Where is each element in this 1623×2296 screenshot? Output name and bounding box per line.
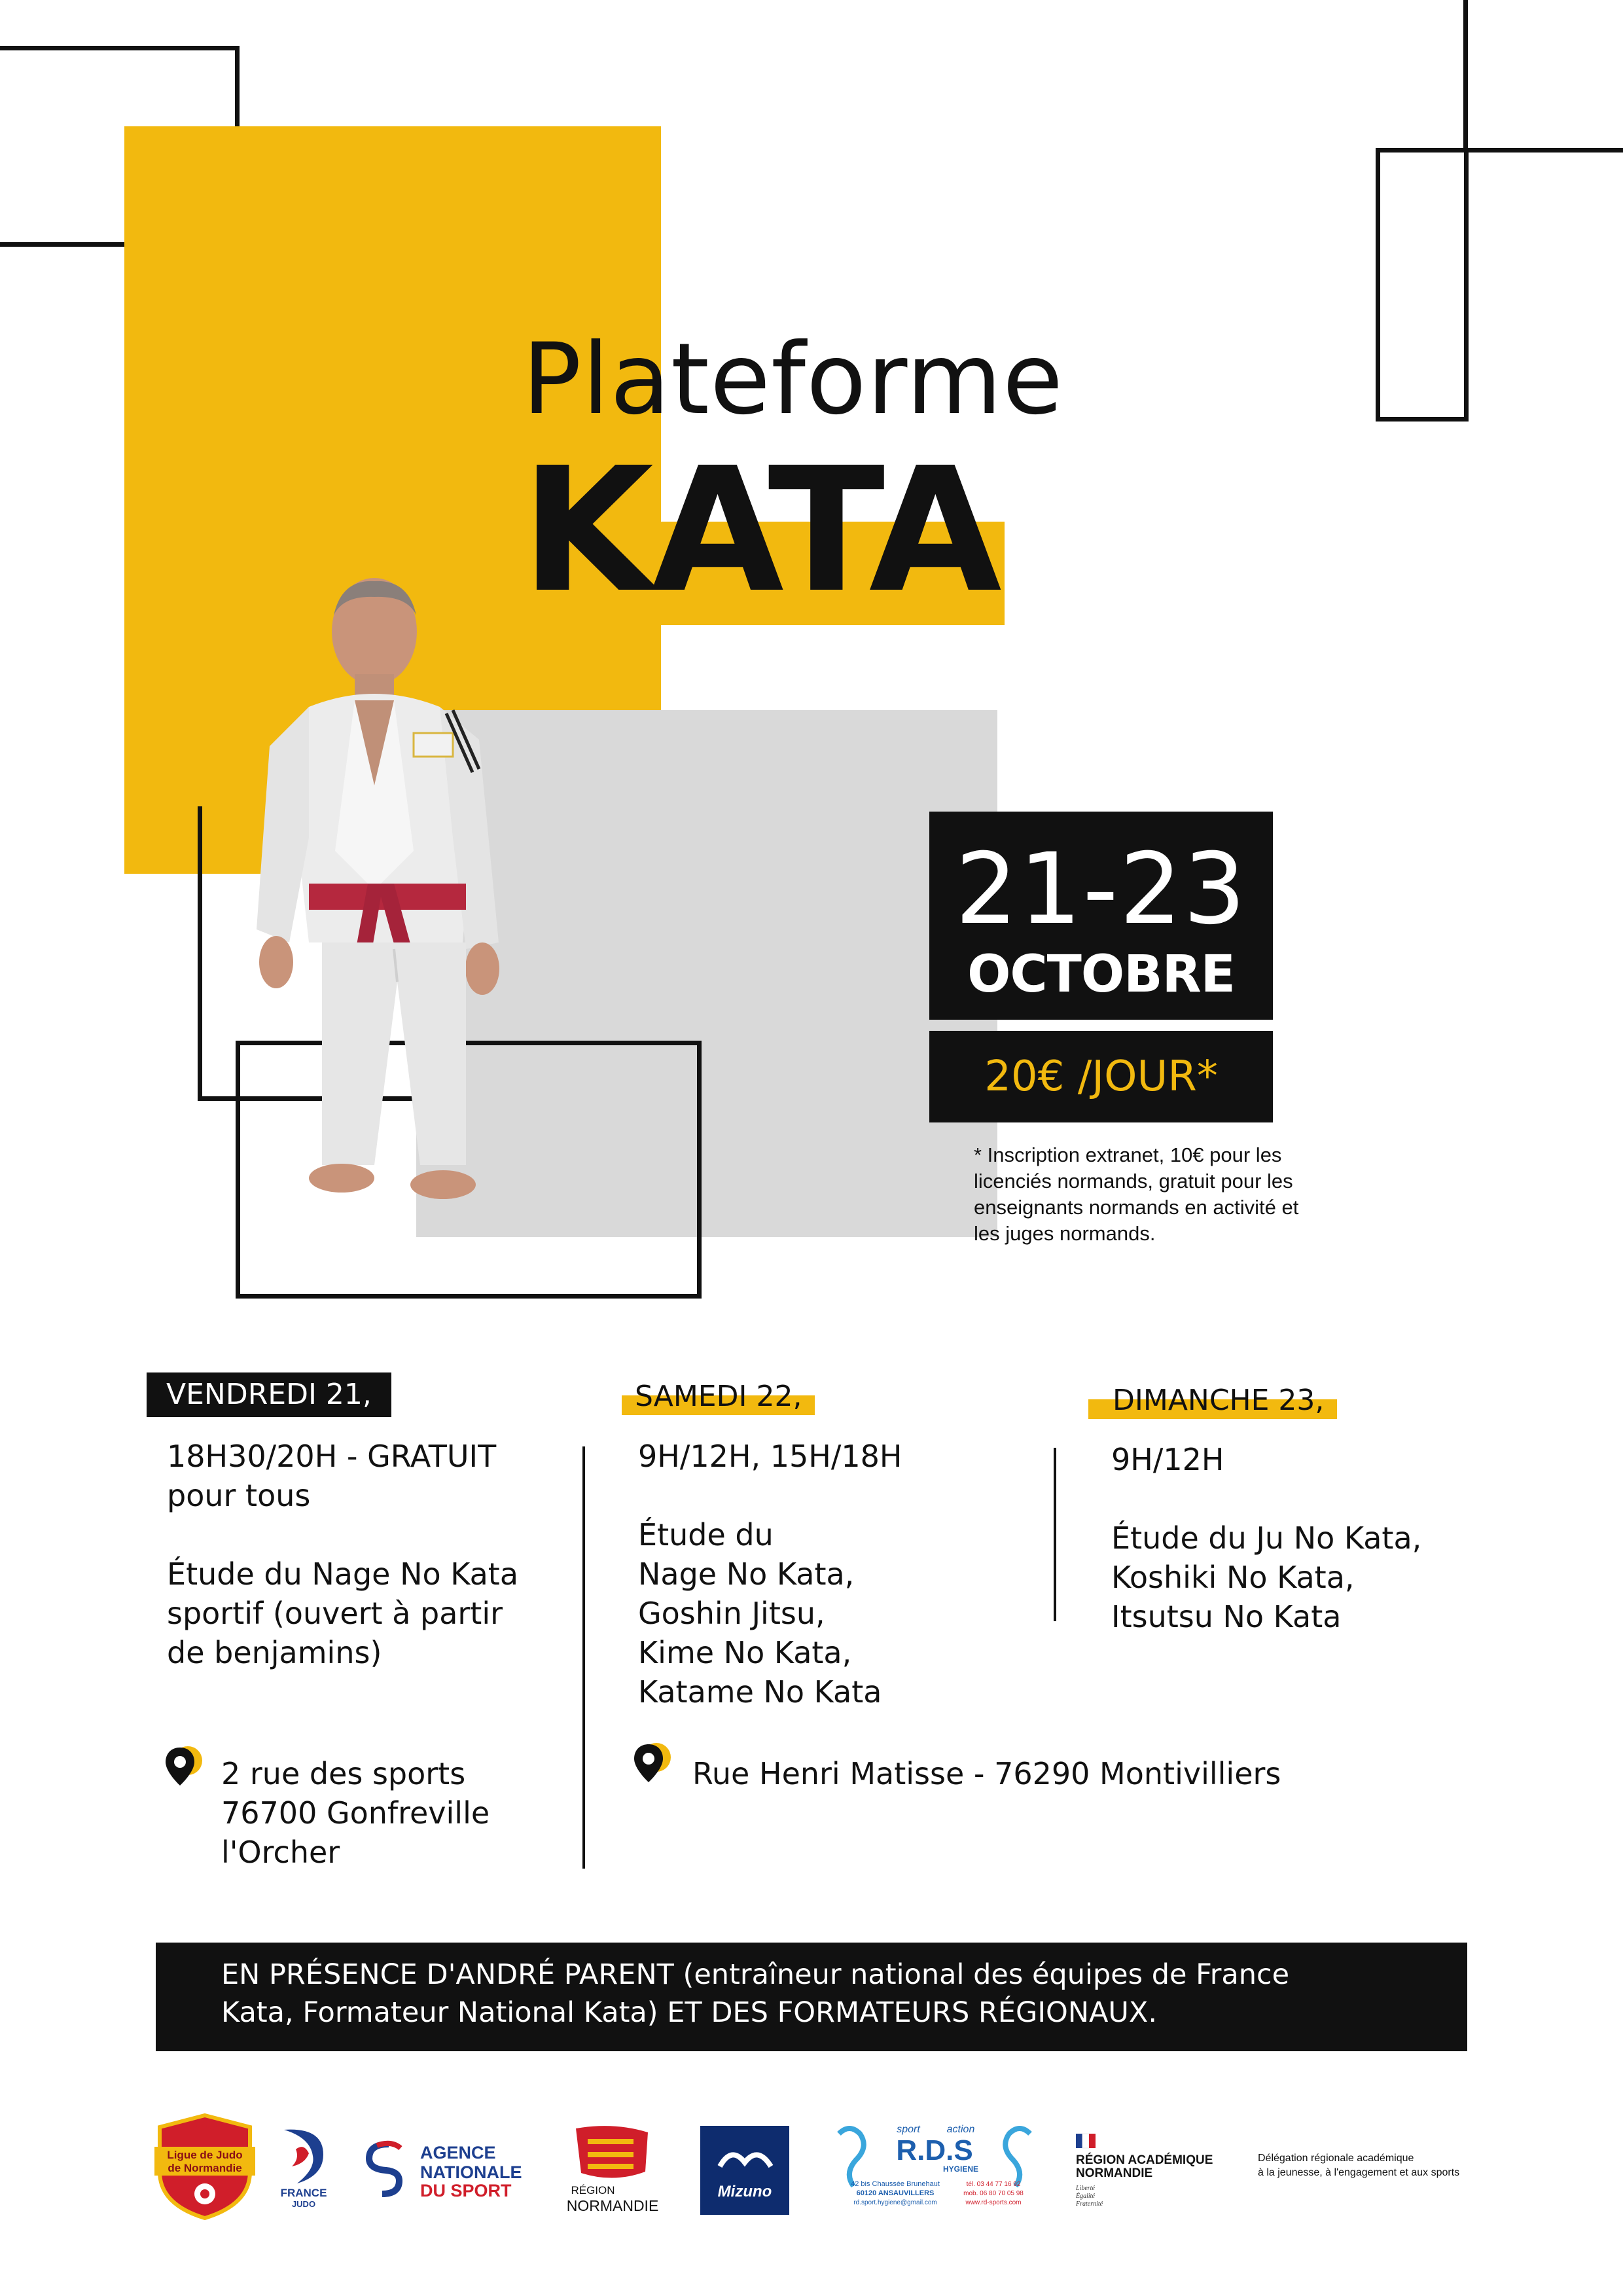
desc-line: Katame No Kata: [638, 1674, 882, 1710]
region-normandie-logo: [562, 2126, 666, 2217]
academie-line-1: RÉGION ACADÉMIQUE: [1076, 2153, 1213, 2167]
day-label-sunday: [1088, 1386, 1337, 1419]
rds-brand: R.D.S: [896, 2134, 973, 2166]
presence-banner: [156, 1943, 1467, 2051]
france-judo-line-1: FRANCE: [280, 2187, 327, 2199]
banner-line-1: EN PRÉSENCE D'ANDRÉ PARENT (entraîneur national des équipes de France: [221, 1958, 1290, 1991]
price-label: 20€ /JOUR*: [984, 1052, 1218, 1101]
time-line: 18H30/20H - GRATUIT: [167, 1439, 497, 1474]
ligue-judo-normandie-logo: [152, 2113, 258, 2221]
desc-line: Itsutsu No Kata: [1111, 1599, 1342, 1634]
date-box: [929, 812, 1273, 1020]
academie-motto-2: Égalité: [1076, 2193, 1095, 2200]
frame-line-top-left-under: [0, 242, 124, 247]
region-academique-logo: [1073, 2132, 1230, 2217]
region-line-1: RÉGION: [571, 2184, 615, 2197]
rds-tel: tél. 03 44 77 16 92: [966, 2181, 1021, 2188]
rds-web: www.rd-sports.com: [965, 2199, 1022, 2206]
address-line: l'Orcher: [221, 1835, 340, 1870]
schedule-friday: [167, 1437, 592, 1672]
divider-2: [1054, 1448, 1056, 1621]
desc-line: Nage No Kata,: [638, 1556, 855, 1592]
rds-addr-1: 42 bis Chaussée Brunehaut: [851, 2180, 940, 2188]
price-box: [929, 1031, 1273, 1122]
frame-top-right: [1376, 148, 1469, 422]
day-label-saturday-text: SAMEDI 22,: [635, 1380, 802, 1413]
desc-line: Koshiki No Kata,: [1111, 1560, 1355, 1595]
address-line: 2 rue des sports: [221, 1756, 466, 1791]
academie-motto-3: Fraternité: [1076, 2200, 1103, 2208]
rds-top-left: sport: [897, 2124, 920, 2135]
frame-line-top-left-h: [0, 46, 240, 50]
location-pin-icon: [630, 1739, 672, 1790]
rds-email: rd.sport.hygiene@gmail.com: [853, 2199, 937, 2206]
date-month: OCTOBRE: [967, 945, 1235, 1004]
location-pin-icon: [162, 1742, 204, 1793]
address-gonfreville: [221, 1754, 614, 1872]
france-judo-logo: [277, 2123, 330, 2208]
drajes-logo: [1258, 2149, 1480, 2189]
mizuno-logo: [700, 2126, 789, 2215]
frame-line-top-right-v: [1463, 0, 1468, 151]
title-line-2: KATA: [521, 431, 999, 630]
day-label-sunday-text: DIMANCHE 23,: [1113, 1384, 1325, 1417]
address-line: Rue Henri Matisse - 76290 Montivilliers: [692, 1756, 1281, 1791]
rds-mob: mob. 06 80 70 05 98: [963, 2190, 1024, 2197]
rds-addr-2: 60120 ANSAUVILLERS: [856, 2189, 935, 2197]
region-line-2: NORMANDIE: [566, 2197, 659, 2214]
time-line: 9H/12H: [1111, 1442, 1224, 1477]
judoka-photo: [257, 576, 531, 1230]
ligue-line-1: Ligue de Judo: [167, 2149, 243, 2161]
frame-line-top-left-v: [235, 46, 240, 126]
rds-sub: HYGIENE: [942, 2164, 979, 2174]
banner-line-2: Kata, Formateur National Kata) ET DES FORMATEURS RÉGIONAUX.: [221, 1996, 1158, 2029]
schedule-saturday: [638, 1437, 1031, 1712]
footnote: * Inscription extranet, 10€ pour les licenciés normands, gratuit pour les enseignants normands en activité et les juges normands.: [974, 1143, 1299, 1245]
desc-line: Étude du Ju No Kata,: [1111, 1520, 1422, 1556]
academie-motto-1: Liberté: [1076, 2185, 1095, 2192]
time-line: 9H/12H, 15H/18H: [638, 1439, 902, 1474]
schedule-sunday: [1111, 1440, 1504, 1636]
drajes-line-2: à la jeunesse, à l'engagement et aux sports: [1258, 2167, 1460, 2178]
agence-nationale-sport-logo: [363, 2139, 533, 2199]
academie-line-2: NORMANDIE: [1076, 2166, 1153, 2180]
desc-line: sportif (ouvert à partir: [167, 1596, 503, 1631]
desc-line: de benjamins): [167, 1635, 382, 1670]
desc-line: Étude du Nage No Kata: [167, 1556, 519, 1592]
mizuno-text: Mizuno: [717, 2183, 772, 2200]
day-label-friday: VENDREDI 21,: [147, 1372, 391, 1417]
date-range: 21-23: [955, 833, 1247, 946]
address-montivilliers: [692, 1754, 1478, 1793]
ans-line-2: NATIONALE: [420, 2162, 522, 2182]
ans-line-1: AGENCE: [420, 2143, 496, 2162]
rds-top-right: action: [946, 2124, 975, 2135]
desc-line: Kime No Kata,: [638, 1635, 852, 1670]
address-line: 76700 Gonfreville: [221, 1795, 490, 1831]
desc-line: Étude du: [638, 1517, 774, 1552]
rds-hygiene-logo: [830, 2121, 1039, 2217]
desc-line: Goshin Jitsu,: [638, 1596, 825, 1631]
drajes-line-1: Délégation régionale académique: [1258, 2153, 1414, 2164]
day-label-saturday: [622, 1382, 815, 1415]
france-judo-line-2: JUDO: [291, 2199, 316, 2208]
time-line: pour tous: [167, 1478, 311, 1513]
frame-line-top-right-h: [1463, 148, 1623, 152]
ligue-line-2: de Normandie: [168, 2162, 242, 2174]
ans-line-3: DU SPORT: [420, 2181, 512, 2199]
title-line-1: Plateforme: [522, 323, 1064, 437]
